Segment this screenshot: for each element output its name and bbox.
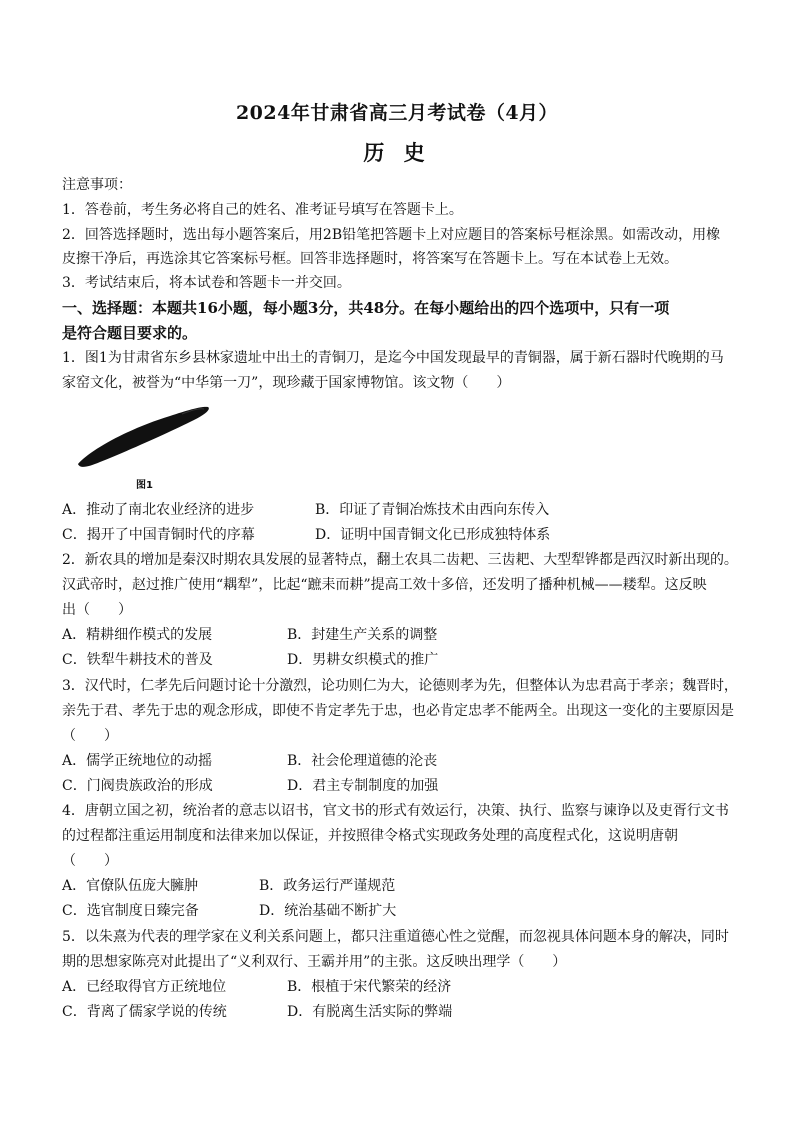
- option-d[interactable]: D．男耕女织模式的推广: [287, 652, 439, 668]
- option-a[interactable]: A．官僚队伍庞大臃肿: [62, 878, 199, 894]
- question-1-stem-cont: 家窑文化，被誉为“中华第一刀”，现珍藏于国家博物馆。该文物（ ）: [62, 375, 511, 391]
- figure-caption: 图1: [136, 480, 153, 491]
- note-item: 2．回答选择题时，选出每小题答案后，用2B铅笔把答题卡上对应题目的答案标号框涂黑。如需改动，用橡: [62, 227, 721, 243]
- option-b[interactable]: B．社会伦理道德的沦丧: [287, 753, 438, 769]
- subject-title: 历 史: [363, 140, 431, 165]
- question-2-stem: 2．新农具的增加是秦汉时期农具发展的显著特点，翻土农具二齿耙、三齿耙、大型犁铧都是西汉时新出现的。: [62, 552, 738, 568]
- option-c[interactable]: C．选官制度日臻完备: [62, 903, 199, 919]
- note-item: 3．考试结束后，将本试卷和答题卡一并交回。: [62, 275, 351, 291]
- question-2-stem-cont: 出（ ）: [62, 602, 132, 618]
- question-3-stem-cont: 亲先于君、孝先于忠的观念形成，即使不肯定孝先于忠，也必肯定忠孝不能两全。出现这一变化的主要原因是: [62, 703, 734, 719]
- notes-heading: 注意事项：: [62, 177, 132, 193]
- question-3-stem: 3．汉代时，仁孝先后问题讨论十分激烈，论功则仁为大，论德则孝为先，但整体认为忠君高于孝亲；魏晋时，: [62, 678, 738, 694]
- option-b[interactable]: B．政务运行严谨规范: [259, 878, 396, 894]
- option-a[interactable]: A．精耕细作模式的发展: [62, 627, 213, 643]
- option-a[interactable]: A．儒学正统地位的动摇: [62, 753, 213, 769]
- question-1-stem: 1．图1为甘肃省东乡县林家遗址中出土的青铜刀，是迄今中国发现最早的青铜器，属于新石器时代晚期的马: [62, 350, 724, 366]
- option-d[interactable]: D．统治基础不断扩大: [259, 903, 397, 919]
- question-5-stem: 5．以朱熹为代表的理学家在义利关系问题上，都只注重道德心性之觉醒，而忽视具体问题本身的解决，同时: [62, 929, 729, 945]
- question-3-stem-cont: （ ）: [62, 728, 118, 744]
- note-item: 1．答卷前，考生务必将自己的姓名、准考证号填写在答题卡上。: [62, 202, 463, 218]
- option-c[interactable]: C．铁犁牛耕技术的普及: [62, 652, 213, 668]
- option-c[interactable]: C．门阀贵族政治的形成: [62, 778, 213, 794]
- section-heading: 一、选择题：本题共16小题，每小题3分，共48分。在每小题给出的四个选项中，只有一项: [62, 299, 670, 317]
- option-d[interactable]: D．君主专制制度的加强: [287, 778, 439, 794]
- option-b[interactable]: B．印证了青铜冶炼技术由西向东传入: [315, 502, 550, 518]
- option-b[interactable]: B．封建生产关系的调整: [287, 627, 438, 643]
- question-2-stem-cont: 汉武帝时，赵过推广使用“耦犁”，比起“蹠耒而耕”提高工效十多倍，还发明了播种机械——耧犁。这反映: [62, 577, 707, 593]
- option-a[interactable]: A．已经取得官方正统地位: [62, 979, 227, 995]
- option-a[interactable]: A．推动了南北农业经济的进步: [62, 502, 255, 518]
- option-b[interactable]: B．根植于宋代繁荣的经济: [287, 979, 452, 995]
- note-item: 皮擦干净后，再选涂其它答案标号框。回答非选择题时，将答案写在答题卡上。写在本试卷上无效。: [62, 251, 678, 267]
- option-c[interactable]: C．背离了儒家学说的传统: [62, 1004, 227, 1020]
- question-4-stem: 4．唐朝立国之初，统治者的意志以诏书，官文书的形式有效运行，决策、执行、监察与谏诤以及吏胥行文书: [62, 803, 729, 819]
- option-d[interactable]: D．证明中国青铜文化已形成独特体系: [315, 527, 551, 543]
- question-4-stem-cont: （ ）: [62, 853, 118, 869]
- option-c[interactable]: C．揭开了中国青铜时代的序幕: [62, 527, 255, 543]
- section-heading-cont: 是符合题目要求的。: [62, 324, 198, 342]
- question-5-stem-cont: 期的思想家陈亮对此提出了“义利双行、王霸并用”的主张。这反映出理学（ ）: [62, 954, 567, 970]
- question-4-stem-cont: 的过程都注重运用制度和法律来加以保证，并按照律令格式实现政务处理的高度程式化，这说明唐朝: [62, 828, 678, 844]
- option-d[interactable]: D．有脱离生活实际的弊端: [287, 1004, 453, 1020]
- exam-title: 2024年甘肃省高三月考试卷（4月）: [235, 102, 559, 124]
